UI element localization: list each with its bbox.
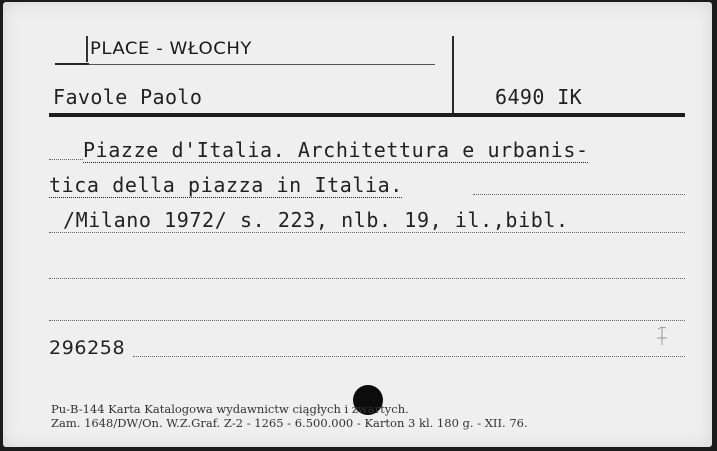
column-divider — [452, 36, 454, 114]
footer-line-2: Zam. 1648/DW/On. W.Z.Graf. Z-2 - 1265 - 6.500.000 - Karton 3 kl. 180 g. - XII. 76. — [51, 416, 528, 430]
title-line-2: tica della piazza in Italia. — [49, 173, 403, 197]
subject-underline-left — [55, 63, 89, 65]
heading-rule — [49, 113, 685, 117]
dotted-rule-6 — [133, 356, 685, 357]
dotted-rule-3 — [49, 232, 685, 233]
subject-bar — [86, 36, 88, 62]
catalog-card — [3, 2, 712, 447]
author-name: Favole Paolo — [53, 85, 203, 109]
accession-number: 296258 — [49, 337, 126, 359]
title-line-1: Piazze d'Italia. Architettura e urbanis- — [83, 138, 589, 162]
dotted-rule-5 — [49, 320, 685, 321]
imprint-line: /Milano 1972/ s. 223, nlb. 19, il.,bibl. — [63, 208, 569, 232]
dotted-rule-2 — [473, 194, 685, 195]
pencil-mark-icon — [655, 325, 669, 347]
subject-underline — [55, 64, 435, 65]
dotted-rule-1 — [49, 159, 83, 160]
subject-heading: PLACE - WŁOCHY — [90, 39, 252, 59]
call-number: 6490 IK — [495, 85, 583, 109]
footer-line-1: Pu-B-144 Karta Katalogowa wydawnictw ciągłych i zwartych. — [51, 402, 409, 416]
dotted-rule-4 — [49, 278, 685, 279]
